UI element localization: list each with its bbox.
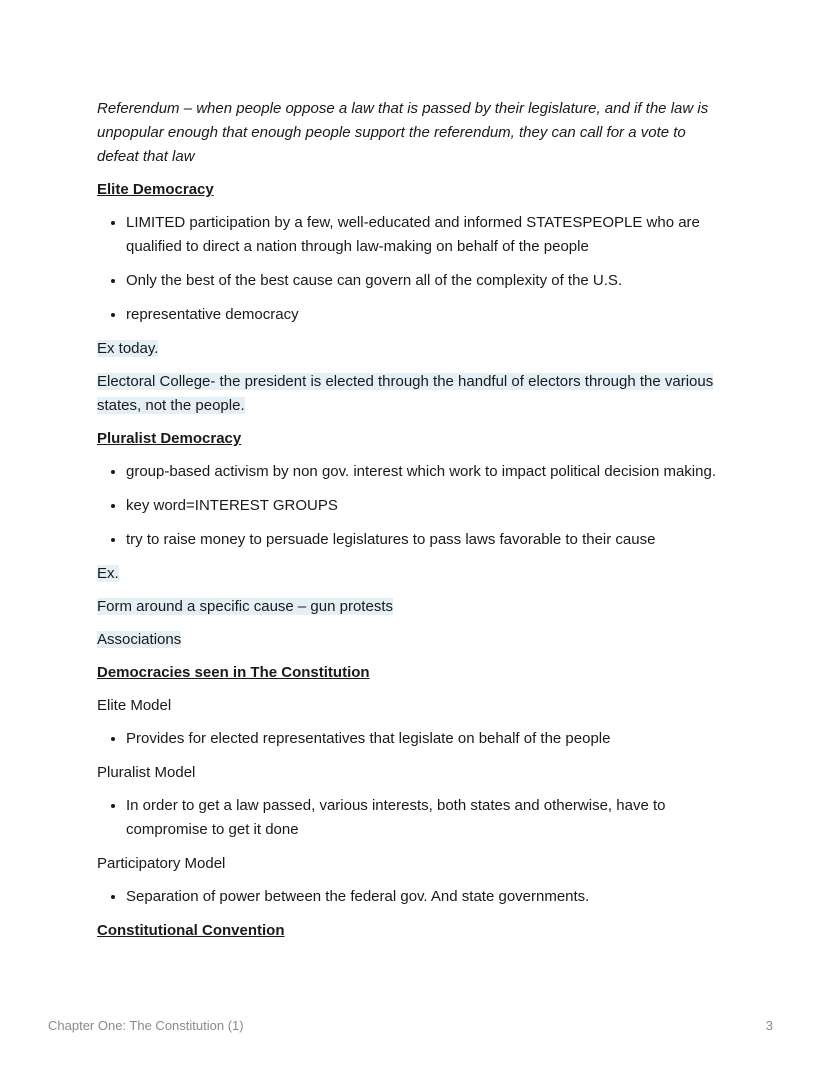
bullet-item: • Provides for elected representatives that legislate on behalf of the people (126, 727, 731, 751)
page-footer (0, 1018, 828, 1033)
paragraph-referendum-definition: Referendum – when people oppose a law that is passed by their legislature, and if the law is unpopular enough that enough people support the referendum, they can call for a vote to defeat that law (97, 100, 709, 165)
paragraph-form-around-cause (97, 595, 731, 619)
page-number: 3 (765, 1018, 773, 1033)
bullet-item: • Only the best of the best cause can govern all of the complexity of the U.S. (126, 269, 731, 293)
footer-document-title: Chapter One: The Constitution (1) (48, 1018, 244, 1033)
highlighted-text: Electoral College- the president is elected through the handful of electors through the various states, not the people. (97, 373, 714, 414)
bullet-item: • group-based activism by non gov. interest which work to impact political decision making. (126, 460, 731, 484)
bullet-list-pluralist-democracy (97, 460, 731, 552)
heading-constitutional-convention: Constitutional Convention (97, 922, 285, 939)
bullet-list-participatory-model (97, 885, 731, 909)
highlighted-text: Ex today. (97, 340, 159, 357)
bullet-item: • key word=INTEREST GROUPS (126, 494, 731, 518)
bullet-item: • representative democracy (126, 303, 731, 327)
paragraph-associations (97, 628, 731, 652)
heading-elite-democracy: Elite Democracy (97, 181, 214, 198)
bullet-list-elite-model (97, 727, 731, 751)
paragraph-pluralist-model: Pluralist Model (97, 764, 196, 781)
bullet-item: • In order to get a law passed, various interests, both states and otherwise, have to compromise to get it done (126, 794, 731, 842)
bullet-item: • Separation of power between the federal gov. And state governments. (126, 885, 731, 909)
paragraph-participatory-model: Participatory Model (97, 855, 226, 872)
highlighted-text: Form around a specific cause – gun protests (97, 598, 393, 615)
heading-democracies-in-constitution: Democracies seen in The Constitution (97, 664, 370, 681)
paragraph-ex-today (97, 337, 731, 361)
highlighted-text: Ex. (97, 565, 119, 582)
bullet-item: • try to raise money to persuade legislatures to pass laws favorable to their cause (126, 528, 731, 552)
bullet-list-elite-democracy (97, 211, 731, 327)
highlighted-text: Associations (97, 631, 182, 648)
heading-pluralist-democracy: Pluralist Democracy (97, 430, 242, 447)
paragraph-ex (97, 562, 731, 586)
bullet-list-pluralist-model (97, 794, 731, 842)
paragraph-elite-model: Elite Model (97, 697, 172, 714)
bullet-item: • LIMITED participation by a few, well-educated and informed STATESPEOPLE who are qualified to direct a nation through law-making on behalf of the people (126, 211, 731, 259)
paragraph-electoral-college (97, 370, 731, 418)
